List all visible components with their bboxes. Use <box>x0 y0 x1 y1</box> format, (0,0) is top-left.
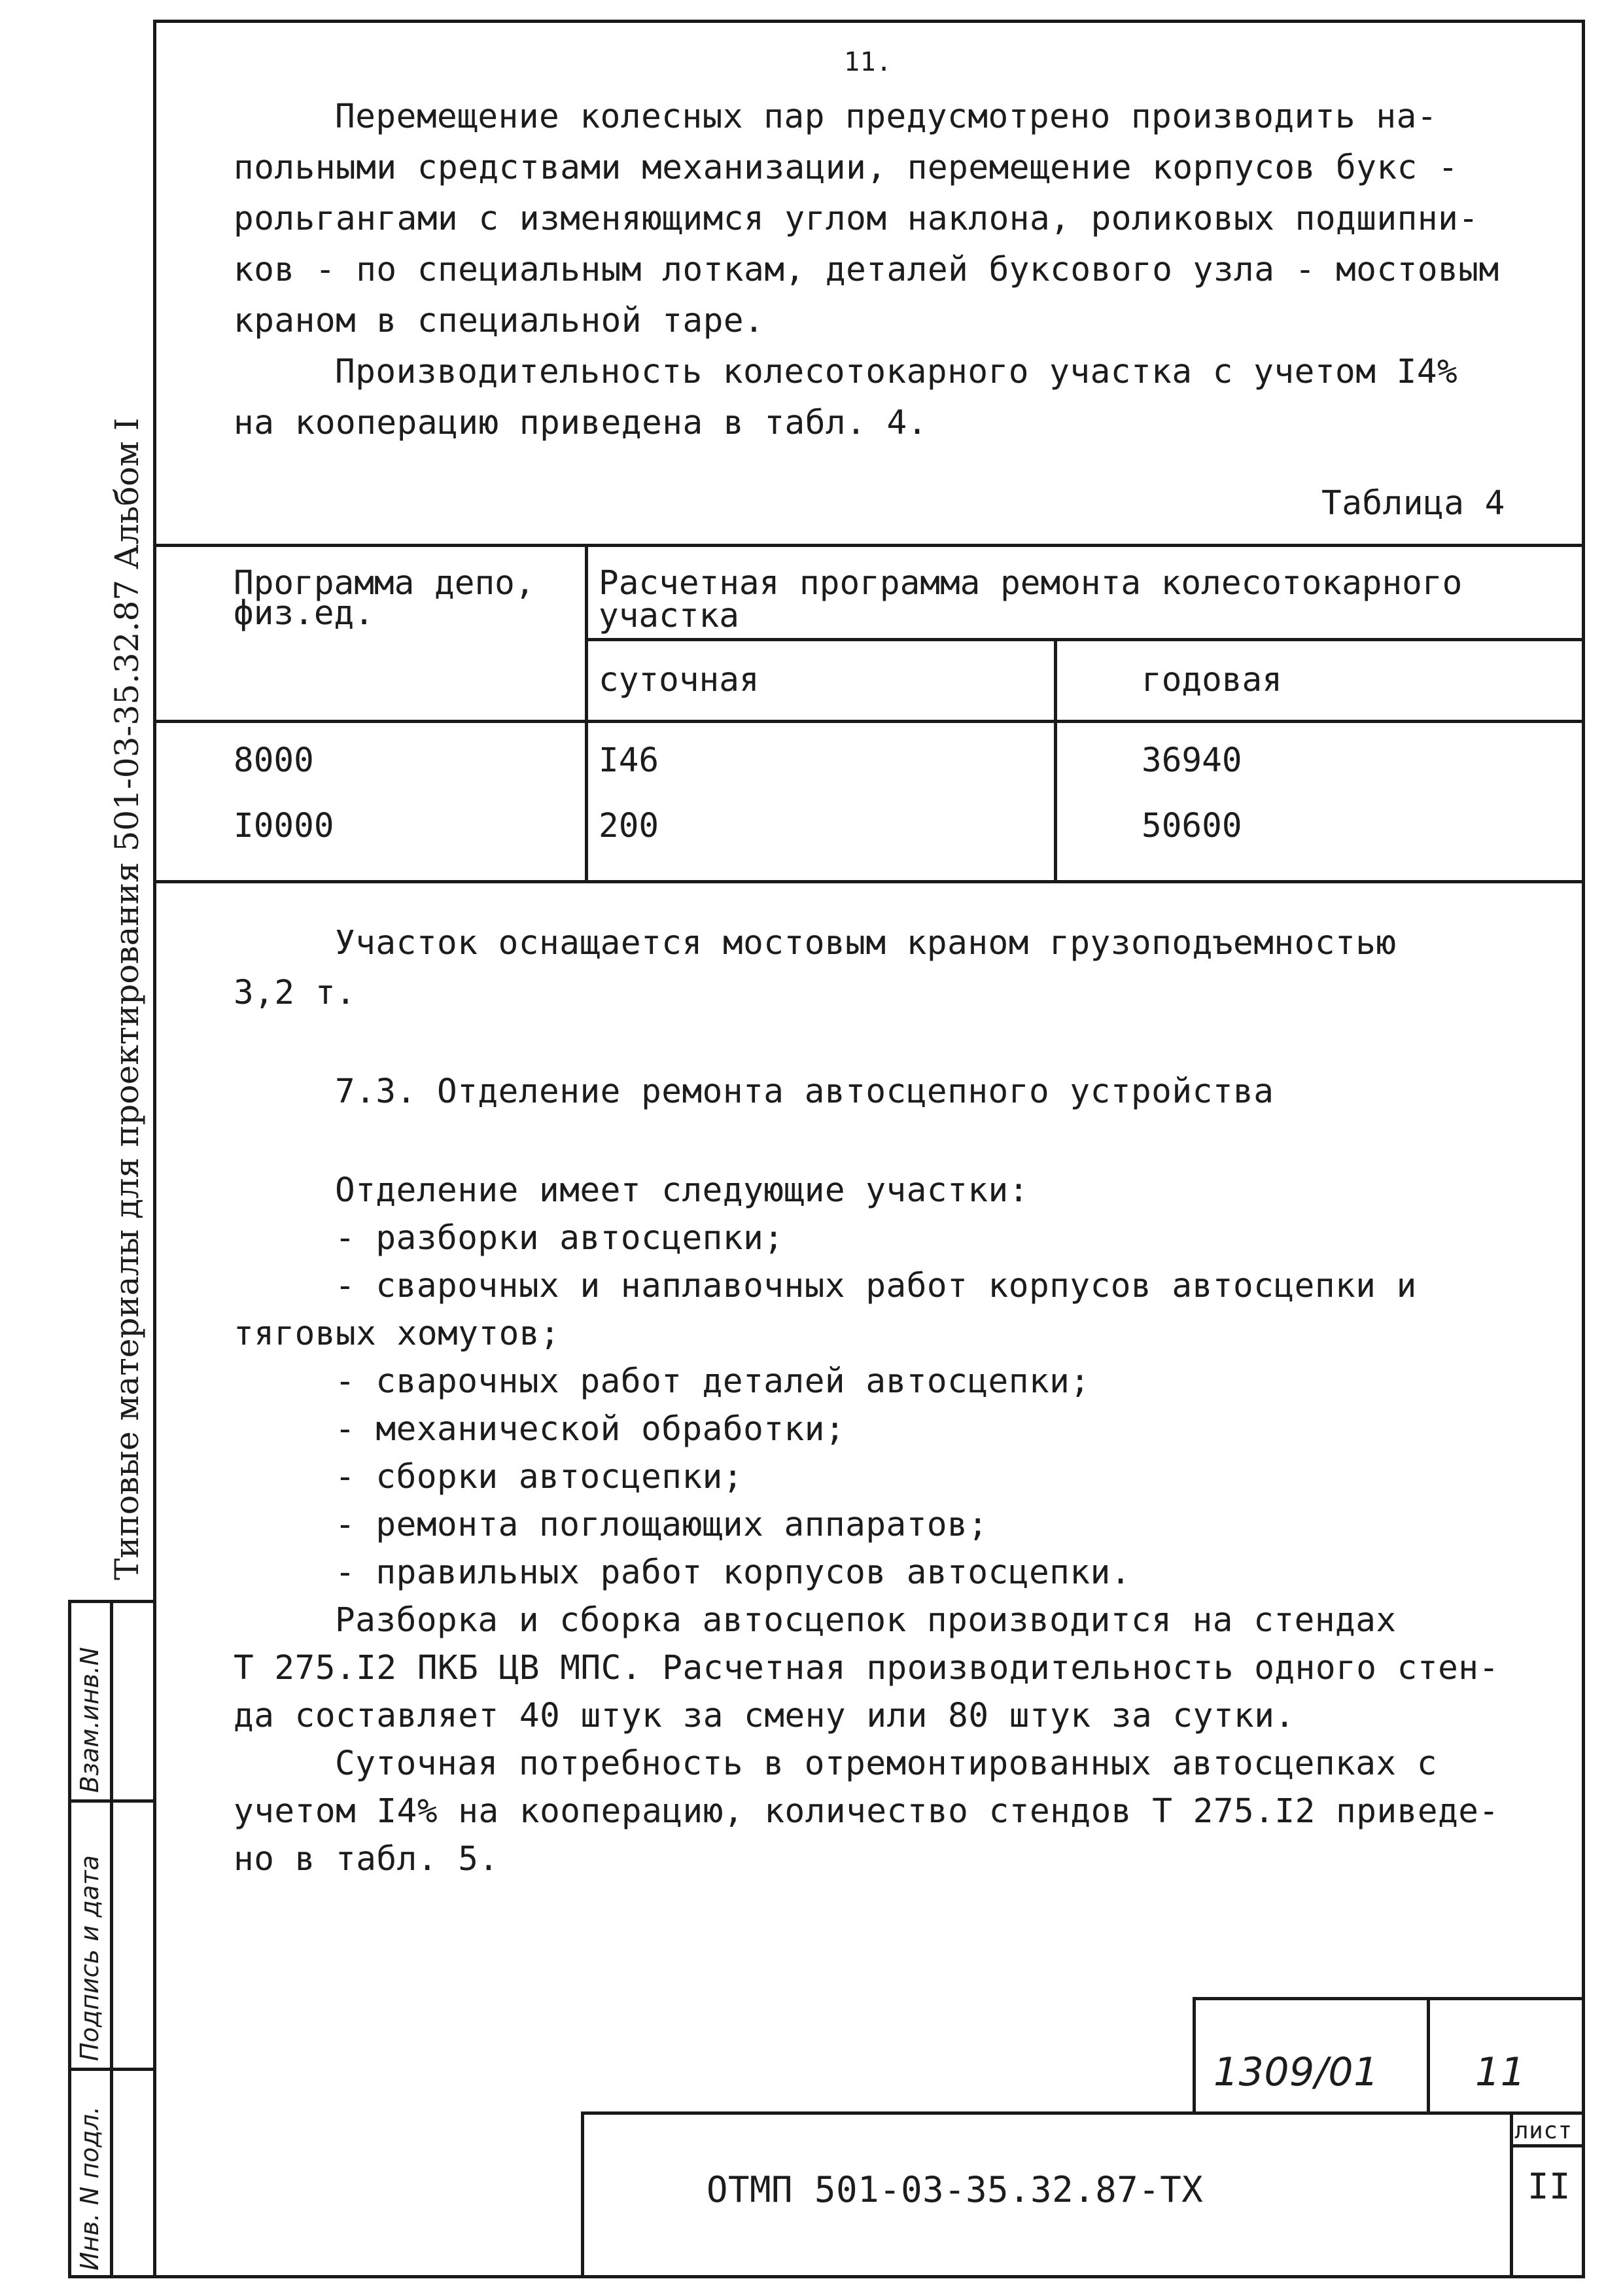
paragraph-line: да составляет 40 штук за смену или 80 штук за сутки. <box>234 1697 1295 1735</box>
table-cell-daily: I46 <box>599 741 659 780</box>
title-block-sheet-divider <box>1510 2111 1513 2277</box>
list-item: - ремонта поглощающих аппаратов; <box>335 1506 988 1544</box>
paragraph-line: Разборка и сборка автосцепок производится на стендах <box>335 1601 1397 1640</box>
paragraph-line: польными средствами механизации, перемещение корпусов букс - <box>234 149 1459 187</box>
stamp-col-left <box>68 1600 71 2277</box>
list-item: - сборки автосцепки; <box>335 1458 744 1496</box>
list-item: - механической обработки; <box>335 1410 846 1449</box>
table-header-rule <box>153 720 1585 723</box>
table-cell-yearly: 36940 <box>1142 741 1242 780</box>
title-block-top-upper <box>1193 1997 1585 2000</box>
table-cell-program: 8000 <box>234 741 314 780</box>
side-title: Типовые материалы для проектирования 501-03-35.32.87 Альбом I <box>108 417 146 1580</box>
stamp-sep-1 <box>68 1799 156 1803</box>
paragraph-line: 3,2 т. <box>234 974 357 1012</box>
paragraph-line: краном в специальной таре. <box>234 302 765 340</box>
table-subheader-daily: суточная <box>599 661 759 699</box>
paragraph-line: но в табл. 5. <box>234 1840 499 1879</box>
paragraph-line: Участок оснащается мостовым краном грузоподъемностью <box>335 924 1397 963</box>
table-header-program-1: Программа депо, <box>234 564 535 603</box>
table-subheader-yearly: годовая <box>1142 661 1282 699</box>
table-header-program-2: физ.ед. <box>234 594 374 633</box>
stamp-top <box>68 1600 156 1603</box>
list-item: - разборки автосцепки; <box>335 1219 784 1258</box>
stamp-sep-2 <box>68 2068 156 2071</box>
frame-top-border <box>153 20 1585 23</box>
section-heading: 7.3. Отделение ремонта автосцепного устройства <box>335 1072 1274 1111</box>
handwritten-page: 11 <box>1475 2049 1526 2095</box>
table-col-rule-1 <box>585 544 588 883</box>
table-subheader-rule <box>587 638 1585 641</box>
list-item: - сварочных работ деталей автосцепки; <box>335 1362 1091 1401</box>
stamp-label-sign: Подпись и дата <box>75 1855 104 2061</box>
frame-bottom-border <box>153 2275 1585 2278</box>
list-item: - сварочных и наплавочных работ корпусов автосцепки и <box>335 1267 1417 1305</box>
paragraph-line: Отделение имеет следующие участки: <box>335 1171 1029 1210</box>
paragraph-line: Перемещение колесных пар предусмотрено производить на- <box>335 97 1438 136</box>
table-cell-yearly: 50600 <box>1142 807 1242 845</box>
paragraph-line: Т 275.I2 ПКБ ЦВ МПС. Расчетная производительность одного стен- <box>234 1649 1499 1687</box>
table-col-rule-2 <box>1054 638 1057 883</box>
table-header-group-2: участка <box>599 597 739 635</box>
page-number: 11. <box>844 47 892 77</box>
list-item: - правильных работ корпусов автосцепки. <box>335 1553 1131 1592</box>
stamp-label-inv: Инв. N подл. <box>75 2106 104 2270</box>
title-block-top-lower <box>581 2111 1585 2115</box>
stamp-label-replace: Взам.инв.N <box>75 1647 104 1793</box>
frame-left-border <box>153 20 156 2277</box>
title-block-left-lower <box>581 2111 584 2277</box>
stamp-bottom <box>68 2275 156 2278</box>
document-code: ОТМП 501-03-35.32.87-ТХ <box>707 2169 1204 2210</box>
title-block-left-upper <box>1193 1997 1196 2115</box>
paragraph-line: Суточная потребность в отремонтированных автосцепках с <box>335 1744 1438 1783</box>
sheet-number: II <box>1527 2166 1571 2207</box>
frame-right-border <box>1582 20 1585 2277</box>
table-caption: Таблица 4 <box>1321 484 1505 523</box>
handwritten-code: 1309/01 <box>1213 2049 1379 2095</box>
table-cell-daily: 200 <box>599 807 659 845</box>
paragraph-line: на кооперацию приведена в табл. 4. <box>234 404 928 442</box>
title-block-mid-upper <box>1427 1997 1430 2115</box>
table-top-rule <box>153 544 1585 547</box>
paragraph-line: ков - по специальным лоткам, деталей буксового узла - мостовым <box>234 251 1499 289</box>
paragraph-line: рольгангами с изменяющимся углом наклона, роликовых подшипни- <box>234 200 1479 238</box>
table-header-group-1: Расчетная программа ремонта колесотокарного <box>599 564 1463 603</box>
table-bottom-rule <box>153 880 1585 883</box>
paragraph-line: Производительность колесотокарного участка с учетом I4% <box>335 353 1458 391</box>
list-item: тяговых хомутов; <box>234 1315 561 1353</box>
table-cell-program: I0000 <box>234 807 334 845</box>
paragraph-line: учетом I4% на кооперацию, количество стендов Т 275.I2 приведе- <box>234 1792 1499 1831</box>
sheet-label: лист <box>1514 2117 1573 2144</box>
stamp-col-mid <box>110 1600 113 2277</box>
